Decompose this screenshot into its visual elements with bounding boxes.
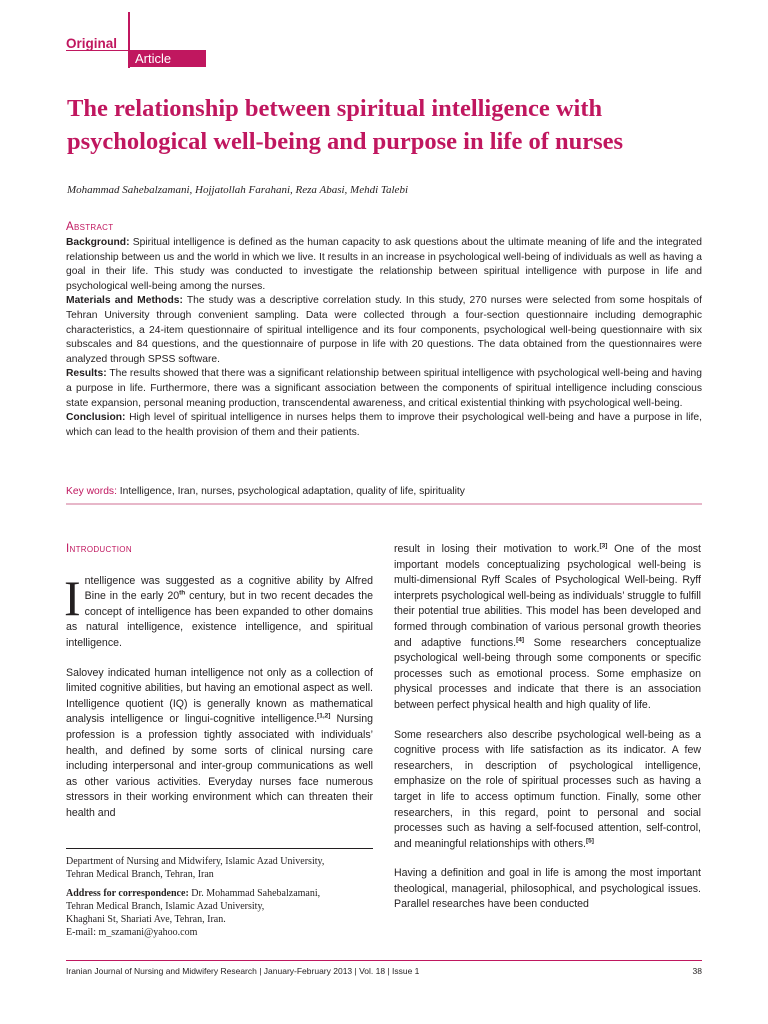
right-paragraph-2 <box>394 728 701 853</box>
intro-p2-text-b: Nursing profession is a profession tightly associated with individuals’ health, and defined by some sorts of clinical nursing care including interpersonal and inter-group communications as well as other various activities. Everyday nurses face numerous stressors in their working environment which can threaten their health and <box>66 713 374 819</box>
correspondence-label: Address for correspondence: <box>66 888 189 899</box>
affiliation-footnote <box>66 855 373 945</box>
citation-ref: [4] <box>516 636 525 644</box>
footer-divider <box>66 960 702 961</box>
right-column <box>394 542 701 927</box>
page-footer <box>66 966 702 976</box>
keywords-label: Key words: <box>66 486 117 497</box>
right-paragraph-1 <box>394 542 701 714</box>
abstract-background <box>66 236 702 294</box>
conclusion-text: High level of spiritual intelligence in nurses helps them to improve their psychological well-being and have a purpose in life, which can lead to the health provision of them and their patients. <box>66 412 702 438</box>
intro-p1-text-a: ntelligence was suggested as a cognitive ability by Alfred Bine in the early 20 <box>84 574 373 603</box>
right-p1-text-b: One of the most important models conceptualizing psychological well-being is multi-dimensional Ryff Scales of Psychological Well-being. Ryff interprets psychological well-being as individuals’ struggle to fulfill their potential true abilities. This model has been developed and formed through combination of various personal growth theories and adaptive functions. <box>394 543 701 649</box>
background-text: Spiritual intelligence is defined as the human capacity to ask questions about the ultimate meaning of life and the integrated relationship between us and the world in which we live. It results in an increase in psychological well-being of individuals as well as having a goal in their life. This study was conducted to investigate the relationship between spiritual intelligence with purpose in life and psychological well-being among the nurses. <box>66 237 702 292</box>
citation-ref: [3] <box>599 542 608 550</box>
abstract-heading: Abstract <box>66 221 114 233</box>
abstract-conclusion <box>66 411 702 440</box>
abstract-results <box>66 367 702 411</box>
intro-p1-text-b: century, but in two recent decades the concept of intelligence has been expanded to other domains as natural intelligence, existence intelligence, and spiritual intelligence. <box>66 590 373 649</box>
author-list: Mohammad Sahebalzamani, Hojjatollah Farahani, Reza Abasi, Mehdi Talebi <box>67 184 408 196</box>
abstract-methods <box>66 294 702 367</box>
journal-citation: Iranian Journal of Nursing and Midwifery Research | January-February 2013 | Vol. 18 | Issue 1 <box>66 966 420 976</box>
intro-paragraph-2 <box>66 666 373 822</box>
conclusion-label: Conclusion: <box>66 412 126 424</box>
tag-article: Article <box>135 51 172 66</box>
intro-p2-text-a: Salovey indicated human intelligence not only as a collection of limited cognitive abilities, but having an emotional aspect as well. Intelligence quotient (IQ) is generally known as mathematical analysis intelligence or lingui-cognitive intelligence. <box>66 666 373 726</box>
page-number: 38 <box>692 966 702 976</box>
right-paragraph-3 <box>394 866 701 913</box>
citation-ref: [1,2] <box>317 712 331 720</box>
keywords-text: Intelligence, Iran, nurses, psychological adaptation, quality of life, spirituality <box>116 486 465 497</box>
article-type-tag <box>66 34 206 68</box>
affiliation <box>66 855 373 881</box>
results-text: The results showed that there was a significant relationship between spiritual intelligence with psychological well-being and having a purpose in life. Furthermore, there was a significant association between the components of spiritual intelligence including conscious state expansion, personal meaning production, transcendental awareness, and critical existential thinking with psychological well-being. <box>66 368 702 409</box>
abstract-body <box>66 236 702 440</box>
correspondence-line-3: Khaghani St, Shariati Ave, Tehran, Iran. <box>66 914 226 925</box>
methods-text: The study was a descriptive correlation study. In this study, 270 nurses were selected from some hospitals of Tehran University through convenient sampling. Data were collected through a four-section questionnaire including demographic characteristics, a 24-item questionnaire of spiritual intelligence and its four components, psychological well-being questionnaire with six subscales and 84 questions, and the questionnaire of purpose in life with 20 questions. The data obtained from the questionnaires were analyzed through SPSS software. <box>66 295 702 365</box>
correspondence-line-2: Tehran Medical Branch, Islamic Azad University, <box>66 901 265 912</box>
methods-label: Materials and Methods: <box>66 295 183 307</box>
affiliation-line-2: Tehran Medical Branch, Tehran, Iran <box>66 869 214 880</box>
paper-title: The relationship between spiritual intelligence with psychological well-being and purpose in life of nurses <box>67 95 624 155</box>
right-p3-text: Having a definition and goal in life is among the most important theological, managerial, philosophical, and psychological issues. Parallel researches have been conducted <box>394 867 701 911</box>
keywords-line <box>66 484 702 500</box>
right-p1-text-a: result in losing their motivation to work. <box>394 543 600 555</box>
tag-original: Original <box>66 36 118 51</box>
correspondence-email: E-mail: m_szamani@yahoo.com <box>66 927 198 938</box>
drop-cap: I <box>64 569 81 626</box>
citation-ref: [5] <box>585 837 594 845</box>
results-label: Results: <box>66 368 107 380</box>
affiliation-line-1: Department of Nursing and Midwifery, Islamic Azad University, <box>66 856 325 867</box>
introduction-heading: Introduction <box>66 543 132 555</box>
footnote-divider <box>66 848 373 849</box>
right-p1-text-c: Some researchers conceptualize psychological well-being through some components or specific processes such as emotional process. Some emphasize on physical processes and indicate that there is an association between perfect physical health and high quality of life. <box>394 636 701 711</box>
correspondence-line-1: Dr. Mohammad Sahebalzamani, <box>188 888 321 899</box>
background-label: Background: <box>66 237 130 248</box>
correspondence <box>66 887 373 939</box>
left-column <box>66 542 373 836</box>
intro-p1-superscript: th <box>179 589 186 597</box>
intro-paragraph-1 <box>64 569 373 652</box>
right-p2-text: Some researchers also describe psychological well-being as a cognitive process with life satisfaction as its indicator. A few researchers, in description of psychological intelligence, emphasize on the role of spiritual processes such as having a target in life to access optimum function. Finally, some other researchers, in this regard, point to personal and social processes such as having a self-focused attention, self-control, and meaningful relationships with others. <box>394 728 701 850</box>
keywords-divider <box>66 503 702 505</box>
